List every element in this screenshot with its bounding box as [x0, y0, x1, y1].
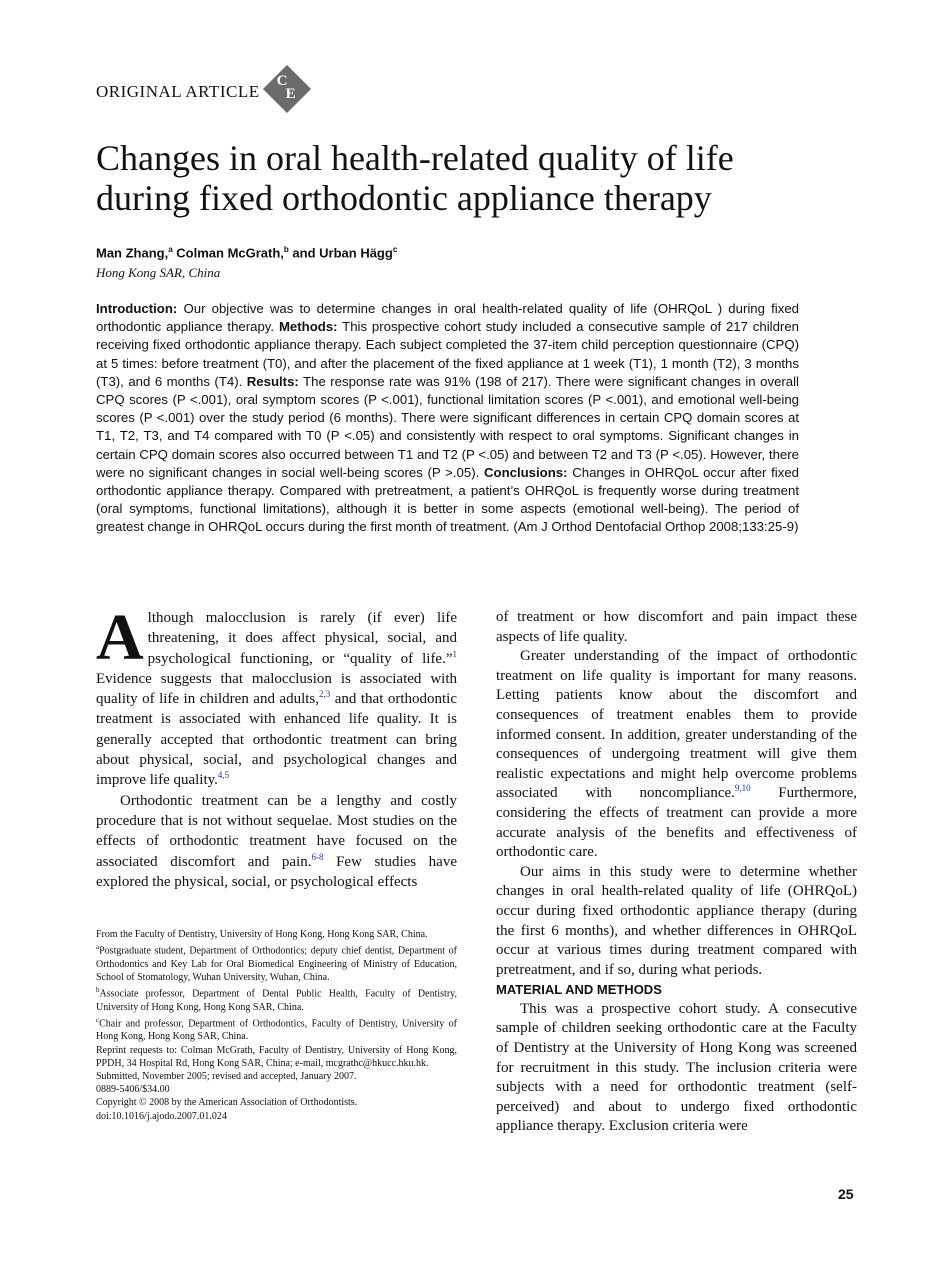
abstract-results-label: Results: — [246, 373, 299, 389]
author-2: Colman McGrath, — [172, 245, 284, 261]
footnote-text: Associate professor, Department of Dental Public Health, Faculty of Dentistry, University of Hong Kong, Hong Kong SAR, China. — [96, 988, 457, 1013]
footnote-mark: a — [96, 943, 100, 952]
author-affiliation: Hong Kong SAR, China — [96, 265, 221, 280]
citation-link[interactable]: 9,10 — [734, 783, 751, 794]
article-type-label: ORIGINAL ARTICLE — [96, 82, 260, 101]
body-paragraph-6: This was a prospective cohort study. A consecutive sample of children seeking orthodontic care at the Faculty of Dentistry at the University of Hong Kong was screened for recruitment in this study. The inclusion criteria were subjects with a need for orthodontic treatment (self-perceived) and about to undergo fixed orthodontic appliance therapy. Exclusion criteria were — [496, 1000, 857, 1135]
footnote-author-c — [96, 1014, 457, 1044]
author-2-affil-mark: b — [283, 245, 289, 254]
body-paragraph-3: of treatment or how discomfort and pain impact these aspects of life quality. — [496, 609, 857, 645]
author-3: and Urban Hägg — [288, 245, 393, 261]
badge-letter-e: E — [285, 86, 296, 102]
drop-cap: A — [96, 601, 144, 674]
author-list — [96, 245, 397, 260]
author-3-affil-mark: c — [392, 245, 398, 254]
footnote-mark: b — [96, 986, 100, 995]
citation-link[interactable]: 4,5 — [217, 770, 230, 781]
body-paragraph-4 — [496, 647, 857, 863]
article-title — [96, 138, 856, 218]
paragraph-text: and that orthodontic treatment is associated with enhanced life quality. It is generally accepted that orthodontic treatment can bring about physical, social, and psychological changes and improve life quality. — [96, 691, 457, 789]
body-paragraph-1 — [96, 601, 457, 791]
footnote-text: Postgraduate student, Department of Orthodontics; deputy chief dentist, Department of Orthodontics and Key Lab for Oral Biomedical Engineering of Ministry of Education, School of Stomatology, Wuhan University, Wuhan, China. — [96, 945, 457, 983]
title-line-1: Changes in oral health-related quality of life — [96, 138, 734, 178]
paragraph-text: Evidence suggests that malocclusion is associated with quality of life in children and adults, — [96, 670, 457, 708]
footnote-text: Chair and professor, Department of Orthodontics, Faculty of Dentistry, University of Hong Kong, Hong Kong SAR, China. — [96, 1018, 457, 1043]
abstract-results-text: The response rate was 91% (198 of 217). There were significant changes in overall CPQ scores (P <.001), oral symptom scores (P <.001), functional limitation scores (P <.001), and emotional well-being scores (P <.001) over the study period (6 months). There were significant differences in certain CPQ domain scores at T1, T2, T3, and T4 compared with T0 (P <.05) and consistently with respect to oral symptoms. Significant changes in certain CPQ domain scores also occurred between T1 and T2 (P <.05) and between T2 and T3 (P <.05). However, there were no significant changes in social well-being scores (P >.05). — [96, 373, 799, 480]
footnote-copyright: Copyright © 2008 by the American Association of Orthodontists. — [96, 1097, 358, 1109]
body-paragraph-5: Our aims in this study were to determine whether changes in oral health-related quality of life (OHRQoL) occur during fixed orthodontic appliance therapy (during the first 6 months), and whether differences in OHRQoL occur at various times during treatment compared with pretreatment, and if so, during what periods. — [496, 863, 857, 978]
ce-badge-icon — [262, 64, 314, 116]
abstract-intro-label: Introduction: — [96, 301, 178, 316]
body-paragraph-2 — [96, 791, 457, 892]
abstract-conclusions-text: Changes in OHRQoL occur after fixed orthodontic appliance therapy. Compared with pretreatment, a patient’s OHRQoL is frequently worse during treatment (oral symptoms, functional limitations), although it is better in some aspects (emotional well-being). The period of greatest change in OHRQoL occurs during the first month of treatment. (Am J Orthod Dentofacial Orthop 2008;133:25-9) — [96, 464, 799, 535]
abstract-methods-label: Methods: — [278, 319, 338, 335]
author-1: Man Zhang, — [96, 245, 169, 261]
footnote-doi[interactable]: doi:10.1016/j.ajodo.2007.01.024 — [96, 1110, 227, 1122]
abstract-methods-text: This prospective cohort study included a consecutive sample of 217 children receiving fixed orthodontic appliance therapy. Each subject completed the 37-item child perception questionnaire (CPQ) at 5 times: before treatment (T0), and after the placement of the fixed appliance at 1 week (T1), 1 month (T2), 3 months (T3), and 6 months (T4). — [96, 319, 799, 389]
paragraph-text: Furthermore, considering the effects of treatment can provide a more accurate analysis of the benefits and effectiveness of orthodontic care. — [496, 785, 857, 861]
footnote-issn: 0889-5406/$34.00 — [96, 1084, 170, 1096]
body-column-right — [496, 608, 857, 1137]
section-heading: MATERIAL AND METHODS — [496, 982, 662, 998]
article-header — [96, 68, 314, 116]
author-1-affil-mark: a — [168, 245, 173, 254]
footnote-reprint: Reprint requests to: Colman McGrath, Faculty of Dentistry, University of Hong Kong, PPDH, 34 Hospital Rd, Hong Kong SAR, China; e-mail, mcgrathc@hkucc.hku.hk. — [96, 1044, 457, 1069]
abstract-conclusions-label: Conclusions: — [483, 464, 568, 480]
footnotes — [96, 928, 457, 1123]
abstract-intro-text: Our objective was to determine changes in oral health-related quality of life (OHRQoL ) during fixed orthodontic appliance therapy. — [96, 301, 799, 335]
footnote-institution: From the Faculty of Dentistry, University of Hong Kong, Hong Kong SAR, China. — [96, 929, 428, 940]
paragraph-text: Few studies have explored the physical, social, or psychological effects — [96, 853, 457, 890]
page-number: 25 — [838, 1186, 854, 1202]
badge-letter-c: C — [276, 73, 288, 89]
citation-link[interactable]: 6-8 — [311, 851, 324, 862]
footnote-author-b — [96, 984, 457, 1014]
footnote-mark: c — [96, 1015, 100, 1024]
citation-link[interactable]: 2,3 — [319, 689, 331, 700]
footnote-submitted: Submitted, November 2005; revised and accepted, January 2007. — [96, 1071, 357, 1083]
title-line-2: during fixed orthodontic appliance therapy — [96, 178, 712, 218]
footnote-author-a — [96, 941, 457, 984]
paragraph-text: lthough malocclusion is rarely (if ever) life threatening, it does affect physical, social, and psychological functioning, or “quality of life.” — [147, 610, 457, 667]
citation-link[interactable]: 1 — [452, 648, 457, 659]
abstract — [96, 300, 799, 537]
paragraph-text: Orthodontic treatment can be a lengthy and costly procedure that is not without sequelae. Most studies on the effects of orthodontic treatment have focused on the associated discomfort and pain. — [96, 792, 457, 870]
paragraph-text: Greater understanding of the impact of orthodontic treatment on life quality is important for many reasons. Letting patients know about the discomfort and consequences of treatment enables them to provide informed consent. In addition, greater understanding of the consequences of undergoing treatment will give them realistic expectations and might help overcome problems associated with noncompliance. — [496, 648, 857, 802]
body-column-left — [96, 601, 457, 892]
